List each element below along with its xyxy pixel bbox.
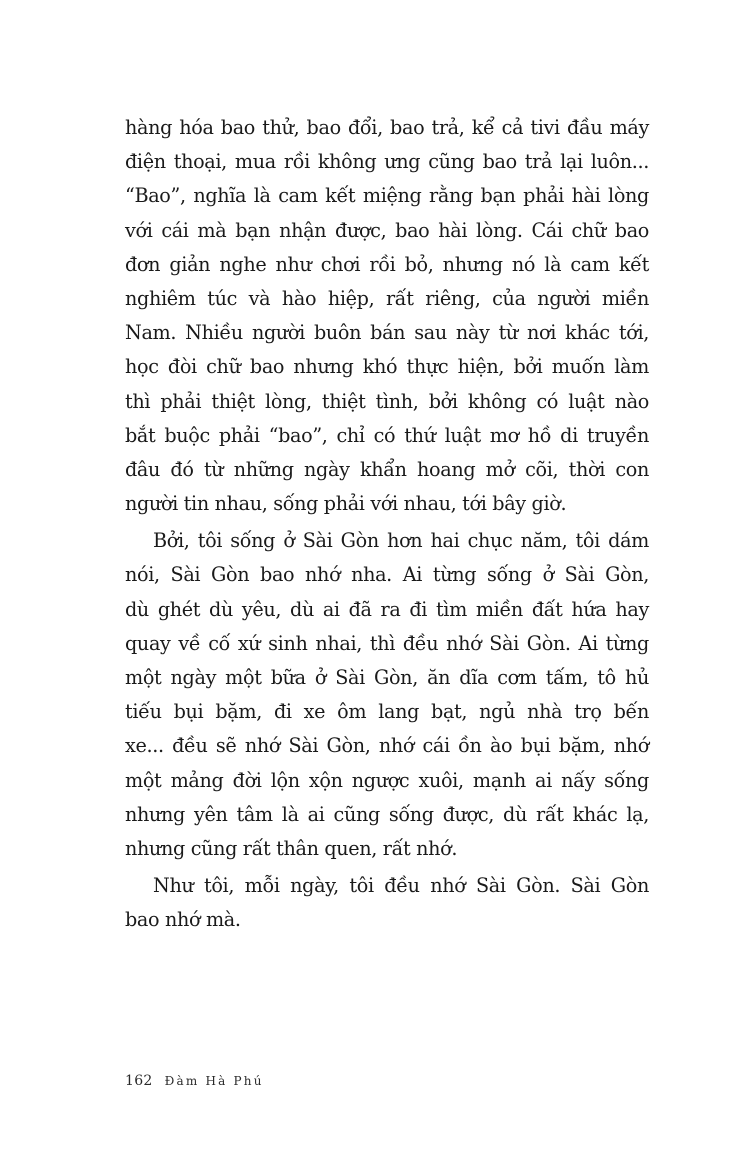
- text-line: Bởi, tôi sống ở Sài Gòn hơn hai chục năm, tôi dám: [153, 529, 649, 553]
- text-line: tiếu bụi bặm, đi xe ôm lang bạt, ngủ nhà trọ bến: [125, 700, 649, 724]
- text-line: bắt buộc phải “bao”, chỉ có thứ luật mơ hồ di truyền: [125, 423, 649, 447]
- text-line: đơn giản nghe như chơi rồi bỏ, nhưng nó là cam kết: [125, 252, 649, 276]
- text-line: một mảng đời lộn xộn ngược xuôi, mạnh ai nấy sống: [125, 768, 649, 792]
- text-line: với cái mà bạn nhận được, bao hài lòng. Cái chữ bao: [125, 218, 649, 242]
- text-line: Như tôi, mỗi ngày, tôi đều nhớ Sài Gòn. Sài Gòn: [153, 874, 649, 898]
- paragraph-2: [125, 524, 649, 866]
- text-line: bao nhớ mà.: [125, 908, 241, 932]
- body-text: [125, 111, 649, 938]
- text-line: điện thoại, mua rồi không ưng cũng bao trả lại luôn...: [125, 150, 649, 174]
- text-line: “Bao”, nghĩa là cam kết miệng rằng bạn phải hài lòng: [125, 184, 649, 208]
- text-line: nói, Sài Gòn bao nhớ nha. Ai từng sống ở Sài Gòn,: [125, 563, 649, 587]
- text-line: dù ghét dù yêu, dù ai đã ra đi tìm miền đất hứa hay: [125, 597, 649, 621]
- text-line: Nam. Nhiều người buôn bán sau này từ nơi khác tới,: [125, 321, 649, 345]
- text-line: học đòi chữ bao nhưng khó thực hiện, bởi muốn làm: [125, 355, 649, 379]
- text-line: thì phải thiệt lòng, thiệt tình, bởi không có luật nào: [125, 389, 649, 413]
- text-line: người tin nhau, sống phải với nhau, tới bây giờ.: [125, 492, 567, 516]
- text-line: nghiêm túc và hào hiệp, rất riêng, của người miền: [125, 286, 649, 310]
- paragraph-3: [125, 869, 649, 937]
- text-line: đâu đó từ những ngày khẩn hoang mở cõi, thời con: [125, 457, 649, 481]
- text-line: hàng hóa bao thử, bao đổi, bao trả, kể cả tivi đầu máy: [125, 116, 649, 139]
- text-line: một ngày một bữa ở Sài Gòn, ăn dĩa cơm tấm, tô hủ: [125, 666, 649, 689]
- text-line: quay về cố xứ sinh nhai, thì đều nhớ Sài Gòn. Ai từng: [125, 631, 649, 655]
- page-footer: [125, 1073, 264, 1089]
- running-head-author: Đàm Hà Phú: [164, 1074, 264, 1088]
- text-line: xe... đều sẽ nhớ Sài Gòn, nhớ cái ồn ào bụi bặm, nhớ: [125, 734, 649, 758]
- text-line: nhưng cũng rất thân quen, rất nhớ.: [125, 836, 458, 860]
- text-line: nhưng yên tâm là ai cũng sống được, dù rất khác lạ,: [125, 802, 649, 826]
- page-number: 162: [125, 1073, 153, 1089]
- paragraph-1: [125, 111, 649, 521]
